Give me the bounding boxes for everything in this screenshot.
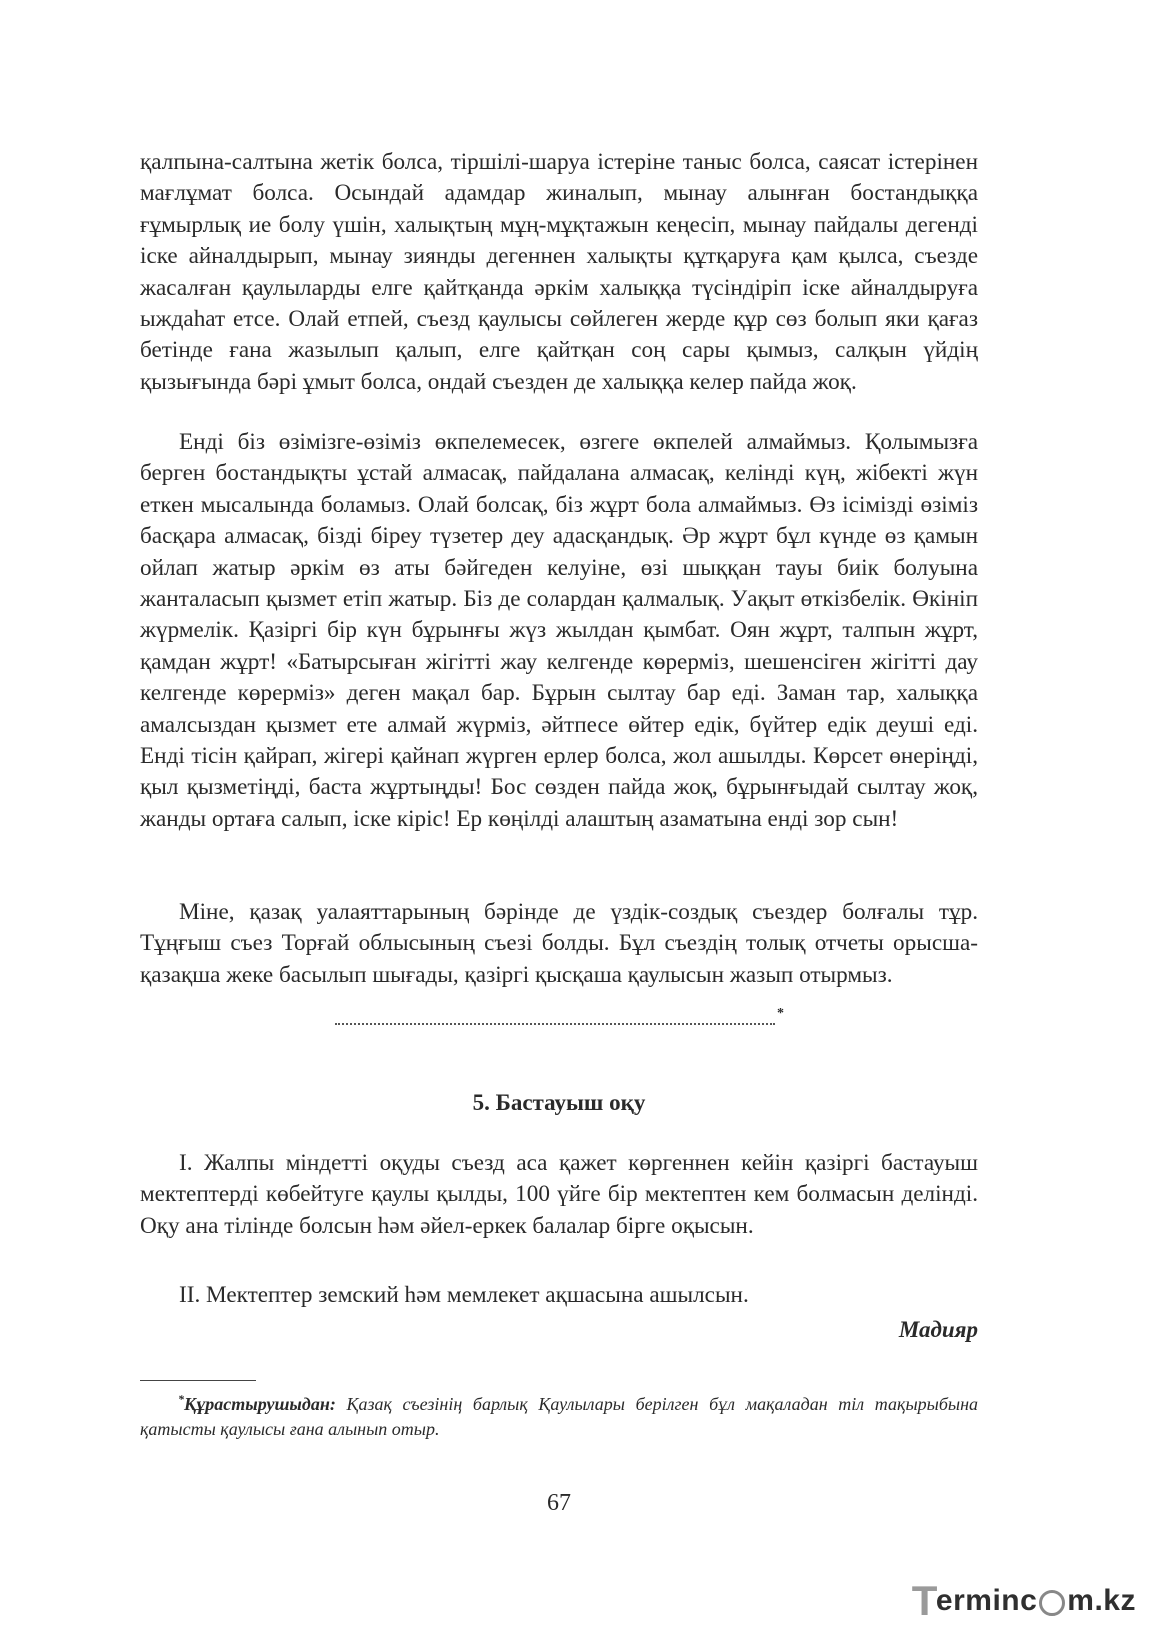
footnote-label: Құрастырушыдан: [184,1394,336,1414]
watermark-text-part-2: m.kz [1067,1584,1136,1617]
terminkom-watermark-logo [912,1577,1136,1625]
section-item-1: І. Жалпы міндетті оқуды съезд аса қажет көргеннен кейін қазіргі бастауыш мектептерді көбейтуге қаулы қылды, 100 үйге бір мектептен кем болмасын делінді. Оқу ана тілінде болсын һәм әйел-еркек балалар бірге оқысын. [140,1150,978,1239]
author-signature: Мадияр [898,1317,978,1342]
footnote-divider [140,1380,256,1381]
omission-footnote-marker: * [777,1006,784,1021]
omission-dotted-line [335,1021,775,1025]
section-item-2: ІІ. Мектептер земский һәм мемлекет ақшасына ашылсын. [179,1282,749,1308]
watermark-letter-t: T [911,1577,938,1624]
footnote-text: Қазақ съезінің барлық Қаулылары берілген бұл мақаладан тіл тақырыбына қатысты қаулысы ғана алынып отыр. [140,1394,978,1439]
footnote-marker: * [178,1392,184,1406]
magnifier-icon [1039,1590,1065,1616]
body-paragraph-1: қалпына-салтына жетік болса, тіршілі-шаруа істеріне таныс болса, саясат істерінен мағлұмат болса. Осындай адамдар жиналып, мынау алынған бостандыққа ғұмырлық ие болу үшін, халықтың мұң-мұқтажын кеңесіп, мынау пайдалы дегенді іске айналдырып, мынау зиянды дегеннен халықты құтқаруға қам қылса, съезде жасалған қаулыларды елге қайтқанда әркім халыққа түсіндіріп іске айналдыруға ыждаһат етсе. Олай етпей, съезд қаулысы сөйлеген жерде құр сөз болып яки қағаз бетінде ғана жазылып қалып, елге қайтқан соң сары қымыз, салқын үйдің қызығында бәрі ұмыт болса, ондай съезден де халыққа келер пайда жоқ. [140,149,978,395]
body-paragraph-2: Енді біз өзімізге-өзіміз өкпелемесек, өзгеге өкпелей алмаймыз. Қолымызға берген бостандықты ұстай алмасақ, пайдалана алмасақ, келінді күң, жібекті жүн еткен мысалында боламыз. Олай болсақ, біз жұрт бола алмаймыз. Өз ісімізді өзіміз басқара алмасақ, бізді біреу түзетер деу адасқандық. Әр жұрт бұл күнде өз қамын ойлап жатыр әркім өз аты бәйгеден келуіне, өзі шыққан тауы биік болуына жанталасып қызмет етіп жатыр. Біз де солардан қалмалық. Уақыт өткізбелік. Өкініп жүрмелік. Қазіргі бір күн бұрынғы жүз жылдан қымбат. Оян жұрт, талпын жұрт, қамдан жұрт! «Батырсыған жігітті жау келгенде көрерміз, шешенсіген жігітті дау келгенде көрерміз» деген мақал бар. Бұрын сылтау бар еді. Заман тар, халыққа амалсыздан қызмет ете алмай жүрміз, әйтпесе өйтер едік, бүйтер едік деуші еді. Енді тісін қайрап, жігері қайнап жүрген ерлер болса, жол ашылды. Көрсет өнеріңді, қыл қызметіңді, баста жұртыңды! Бос сөзден пайда жоқ, бұрынғыдай сылтау жоқ, жанды ортаға салып, іске кіріс! Ер көңілді алаштың азаматына енді зор сын! [140,429,978,832]
page-number: 67 [547,1490,571,1516]
section-heading: 5. Бастауыш оқу [472,1090,646,1115]
footnote [140,1387,978,1442]
watermark-text-part-1: erminc [935,1584,1038,1617]
body-paragraph-3: Міне, қазақ уалаяттарының бәрінде де үздік-создық съездер болғалы тұр. Тұңғыш съез Торғай облысының съезі болды. Бұл съездің толық отчеты орысша-қазақша жеке басылып шығады, қазіргі қысқаша қаулысын жазып отырмыз. [140,899,978,988]
